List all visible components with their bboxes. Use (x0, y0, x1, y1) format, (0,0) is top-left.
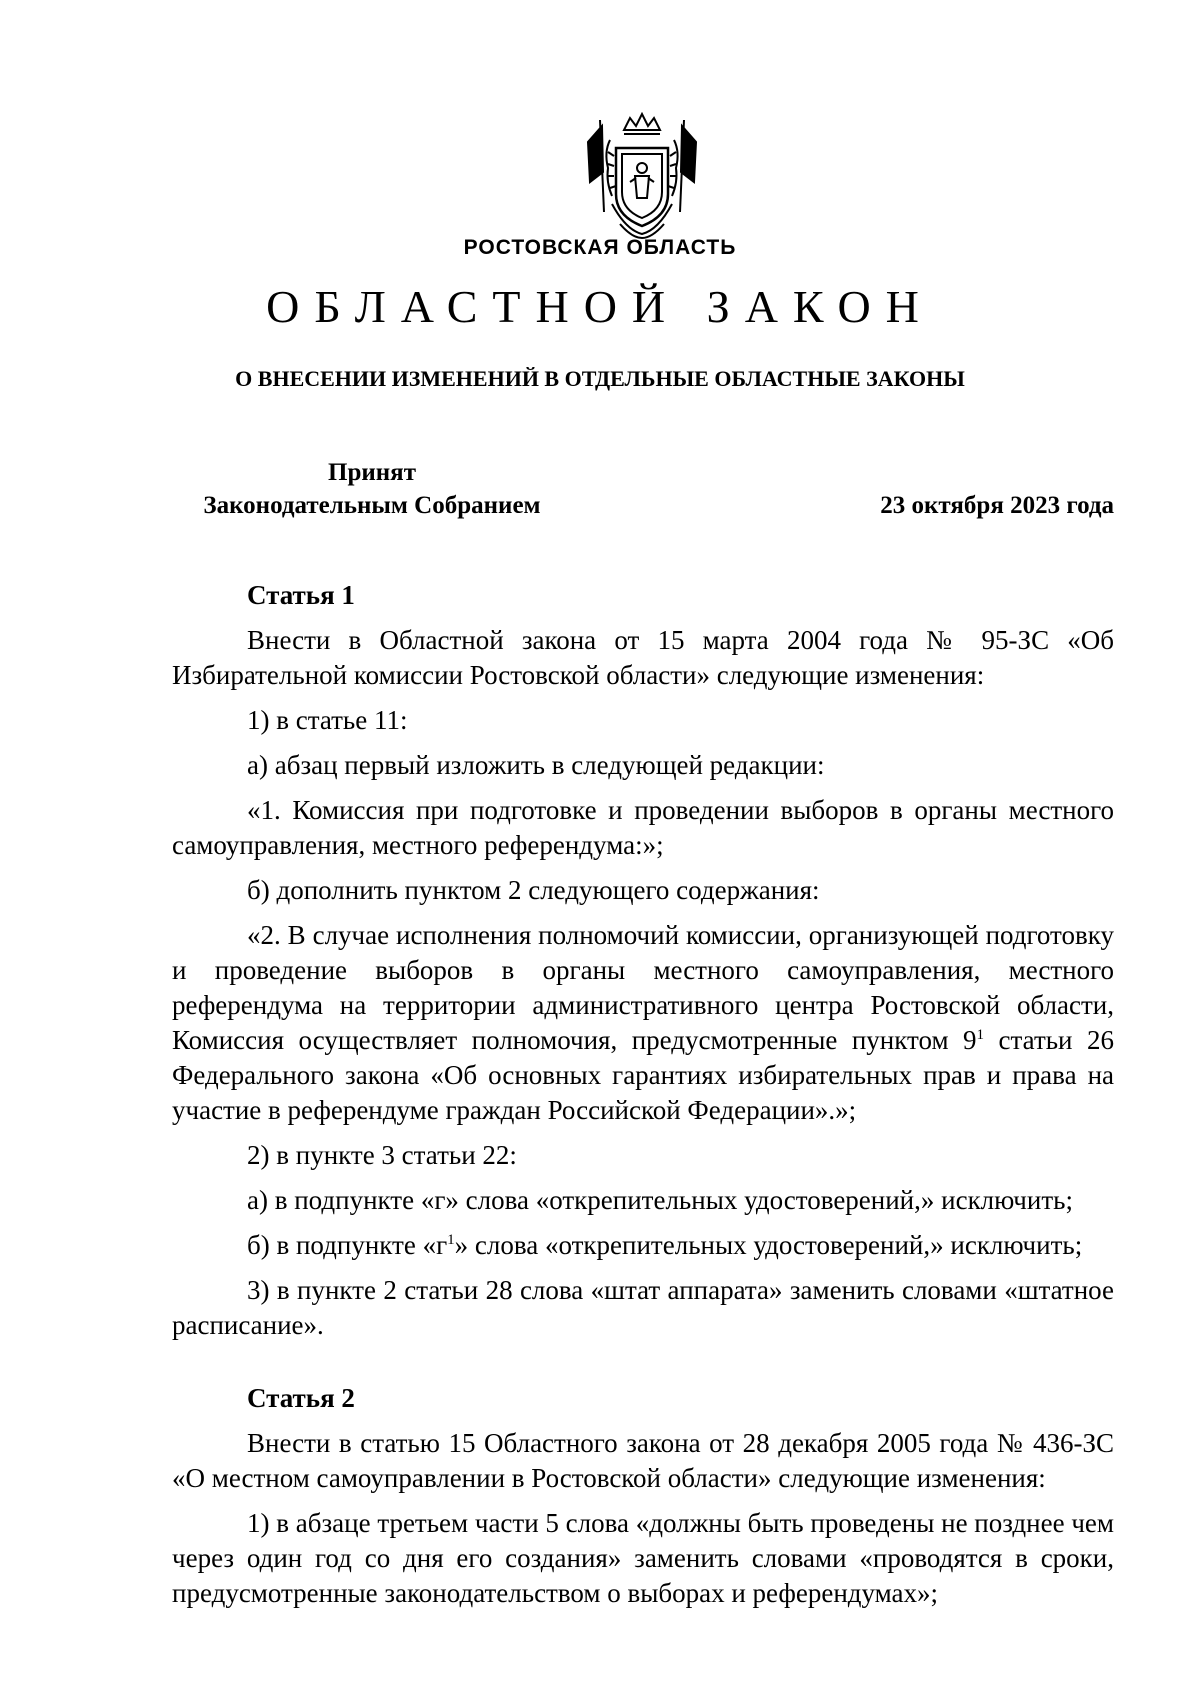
adopted-by: Законодательным Собранием (203, 492, 541, 519)
region-name: РОСТОВСКАЯ ОБЛАСТЬ (463, 236, 737, 259)
article-1-paragraph: а) в подпункте «г» слова «открепительных удостоверений,» исключить; (247, 1185, 1073, 1215)
article-1-paragraph (172, 1228, 1114, 1263)
adoption-block (172, 456, 572, 522)
article-2-paragraph: Внести в статью 15 Областного закона от 28 декабря 2005 года № 436-ЗС «О местном самоуправлении в Ростовской области» следующие изменения: (172, 1428, 1114, 1493)
adopted-label: Принят (328, 459, 416, 486)
superscript: 1 (976, 1027, 985, 1043)
paragraph-text: » слова «открепительных удостоверений,» исключить; (454, 1230, 1083, 1260)
article-1-paragraph: 3) в пункте 2 статьи 28 слова «штат аппарата» заменить словами «штатное расписание». (172, 1275, 1114, 1340)
paragraph-text: б) в подпункте «г (247, 1230, 448, 1260)
article-2-heading: Статья 2 (247, 1383, 355, 1413)
article-1-paragraph: Внести в Областной закона от 15 марта 2004 года № 95-ЗС «Об Избирательной комиссии Ростовской области» следующие изменения: (172, 625, 1114, 690)
article-2-paragraph: 1) в абзаце третьем части 5 слова «должны быть проведены не позднее чем через один год со дня его создания» заменить словами «проводятся в сроки, предусмотренные законодательством о выборах и референдумах»; (172, 1508, 1114, 1608)
article-1-paragraph: б) дополнить пунктом 2 следующего содержания: (247, 875, 820, 905)
article-1-paragraph (172, 918, 1114, 1128)
law-type: ОБЛАСТНОЙ ЗАКОН (266, 281, 934, 332)
rostov-oblast-coat-of-arms-icon (582, 112, 702, 240)
paragraph-text: статьи 26 Федерального закона «Об основных гарантиях избирательных прав и права на участие в референдуме граждан Российской Федерации».»; (172, 1025, 1115, 1125)
adoption-date: 23 октября 2023 года (880, 492, 1114, 519)
law-title: О ВНЕСЕНИИ ИЗМЕНЕНИЙ В ОТДЕЛЬНЫЕ ОБЛАСТНЫЕ ЗАКОНЫ (235, 366, 965, 391)
article-1-paragraph: «1. Комиссия при подготовке и проведении выборов в органы местного самоуправления, местного референдума:»; (172, 795, 1114, 860)
article-1-paragraph: а) абзац первый изложить в следующей редакции: (247, 750, 825, 780)
article-1-paragraph: 1) в статье 11: (247, 705, 408, 735)
article-1-heading: Статья 1 (247, 580, 355, 610)
superscript: 1 (447, 1232, 455, 1248)
article-1-paragraph: 2) в пункте 3 статьи 22: (247, 1140, 517, 1170)
paragraph-text: «2. В случае исполнения полномочий комиссии, организующей подготовку и проведение выборов в органы местного самоуправления, местного референдума на территории административного центра Ростовской области, Комиссия осуществляет полномочия, предусмотренные пунктом 9 (172, 920, 1114, 1055)
law-body (172, 578, 1114, 1621)
